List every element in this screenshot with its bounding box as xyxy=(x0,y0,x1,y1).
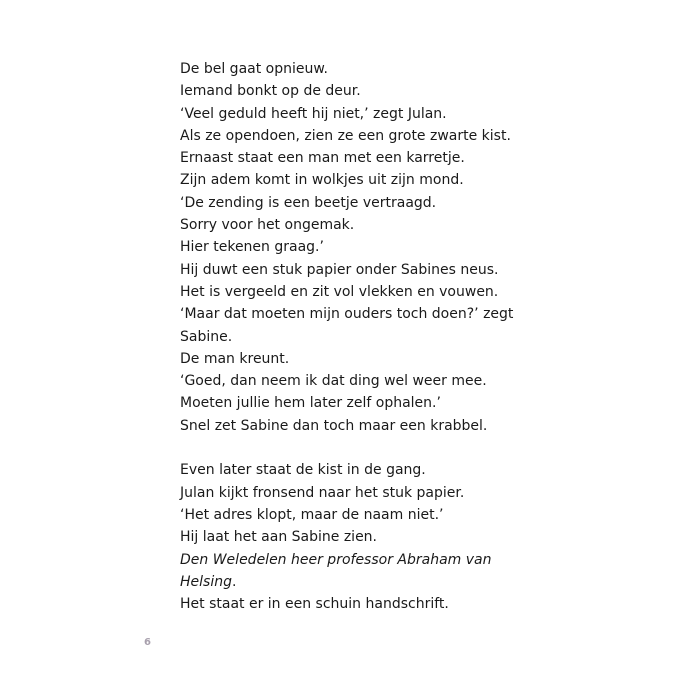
italic-address-name: Helsing xyxy=(180,573,232,590)
text-line: Sabine. xyxy=(180,328,233,345)
text-line: De bel gaat opnieuw. xyxy=(180,61,328,77)
text-line: Hij duwt een stuk papier onder Sabines neus. xyxy=(180,261,499,278)
paragraph-break xyxy=(180,437,540,459)
text-line: ‘Maar dat moeten mijn ouders toch doen?’ zegt xyxy=(180,306,514,323)
text-line: Moeten jullie hem later zelf ophalen.’ xyxy=(180,395,441,412)
address-period: . xyxy=(231,573,237,590)
italic-address-line-end xyxy=(180,571,540,593)
text-line: ‘Het adres klopt, maar de naam niet.’ xyxy=(180,506,444,523)
text-line: ‘Veel geduld heeft hij niet,’ zegt Julan. xyxy=(180,105,447,122)
italic-address-line: Den Weledelen heer professor Abraham van xyxy=(180,551,492,568)
text-line: Even later staat de kist in de gang. xyxy=(180,462,426,479)
text-line: Het is vergeeld en zit vol vlekken en vouwen. xyxy=(180,283,499,300)
text-line: ‘Goed, dan neem ik dat ding wel weer mee. xyxy=(180,373,487,390)
text-line: Iemand bonkt op de deur. xyxy=(180,83,361,100)
text-line: Hier tekenen graag.’ xyxy=(180,239,324,256)
text-line: Zijn adem komt in wolkjes uit zijn mond. xyxy=(180,172,464,189)
text-line: ‘De zending is een beetje vertraagd. xyxy=(180,194,437,211)
text-line: Ernaast staat een man met een karretje. xyxy=(180,150,465,167)
text-line: Als ze opendoen, zien ze een grote zwarte kist. xyxy=(180,127,511,144)
text-line: Snel zet Sabine dan toch maar een krabbel. xyxy=(180,417,488,434)
text-line: Het staat er in een schuin handschrift. xyxy=(180,596,449,613)
text-line: Hij laat het aan Sabine zien. xyxy=(180,529,378,546)
text-line: Julan kijkt fronsend naar het stuk papier. xyxy=(180,484,465,501)
text-line: Sorry voor het ongemak. xyxy=(180,217,355,234)
story-text xyxy=(180,58,540,615)
page-number: 6 xyxy=(144,637,151,648)
text-line: De man kreunt. xyxy=(180,350,290,367)
